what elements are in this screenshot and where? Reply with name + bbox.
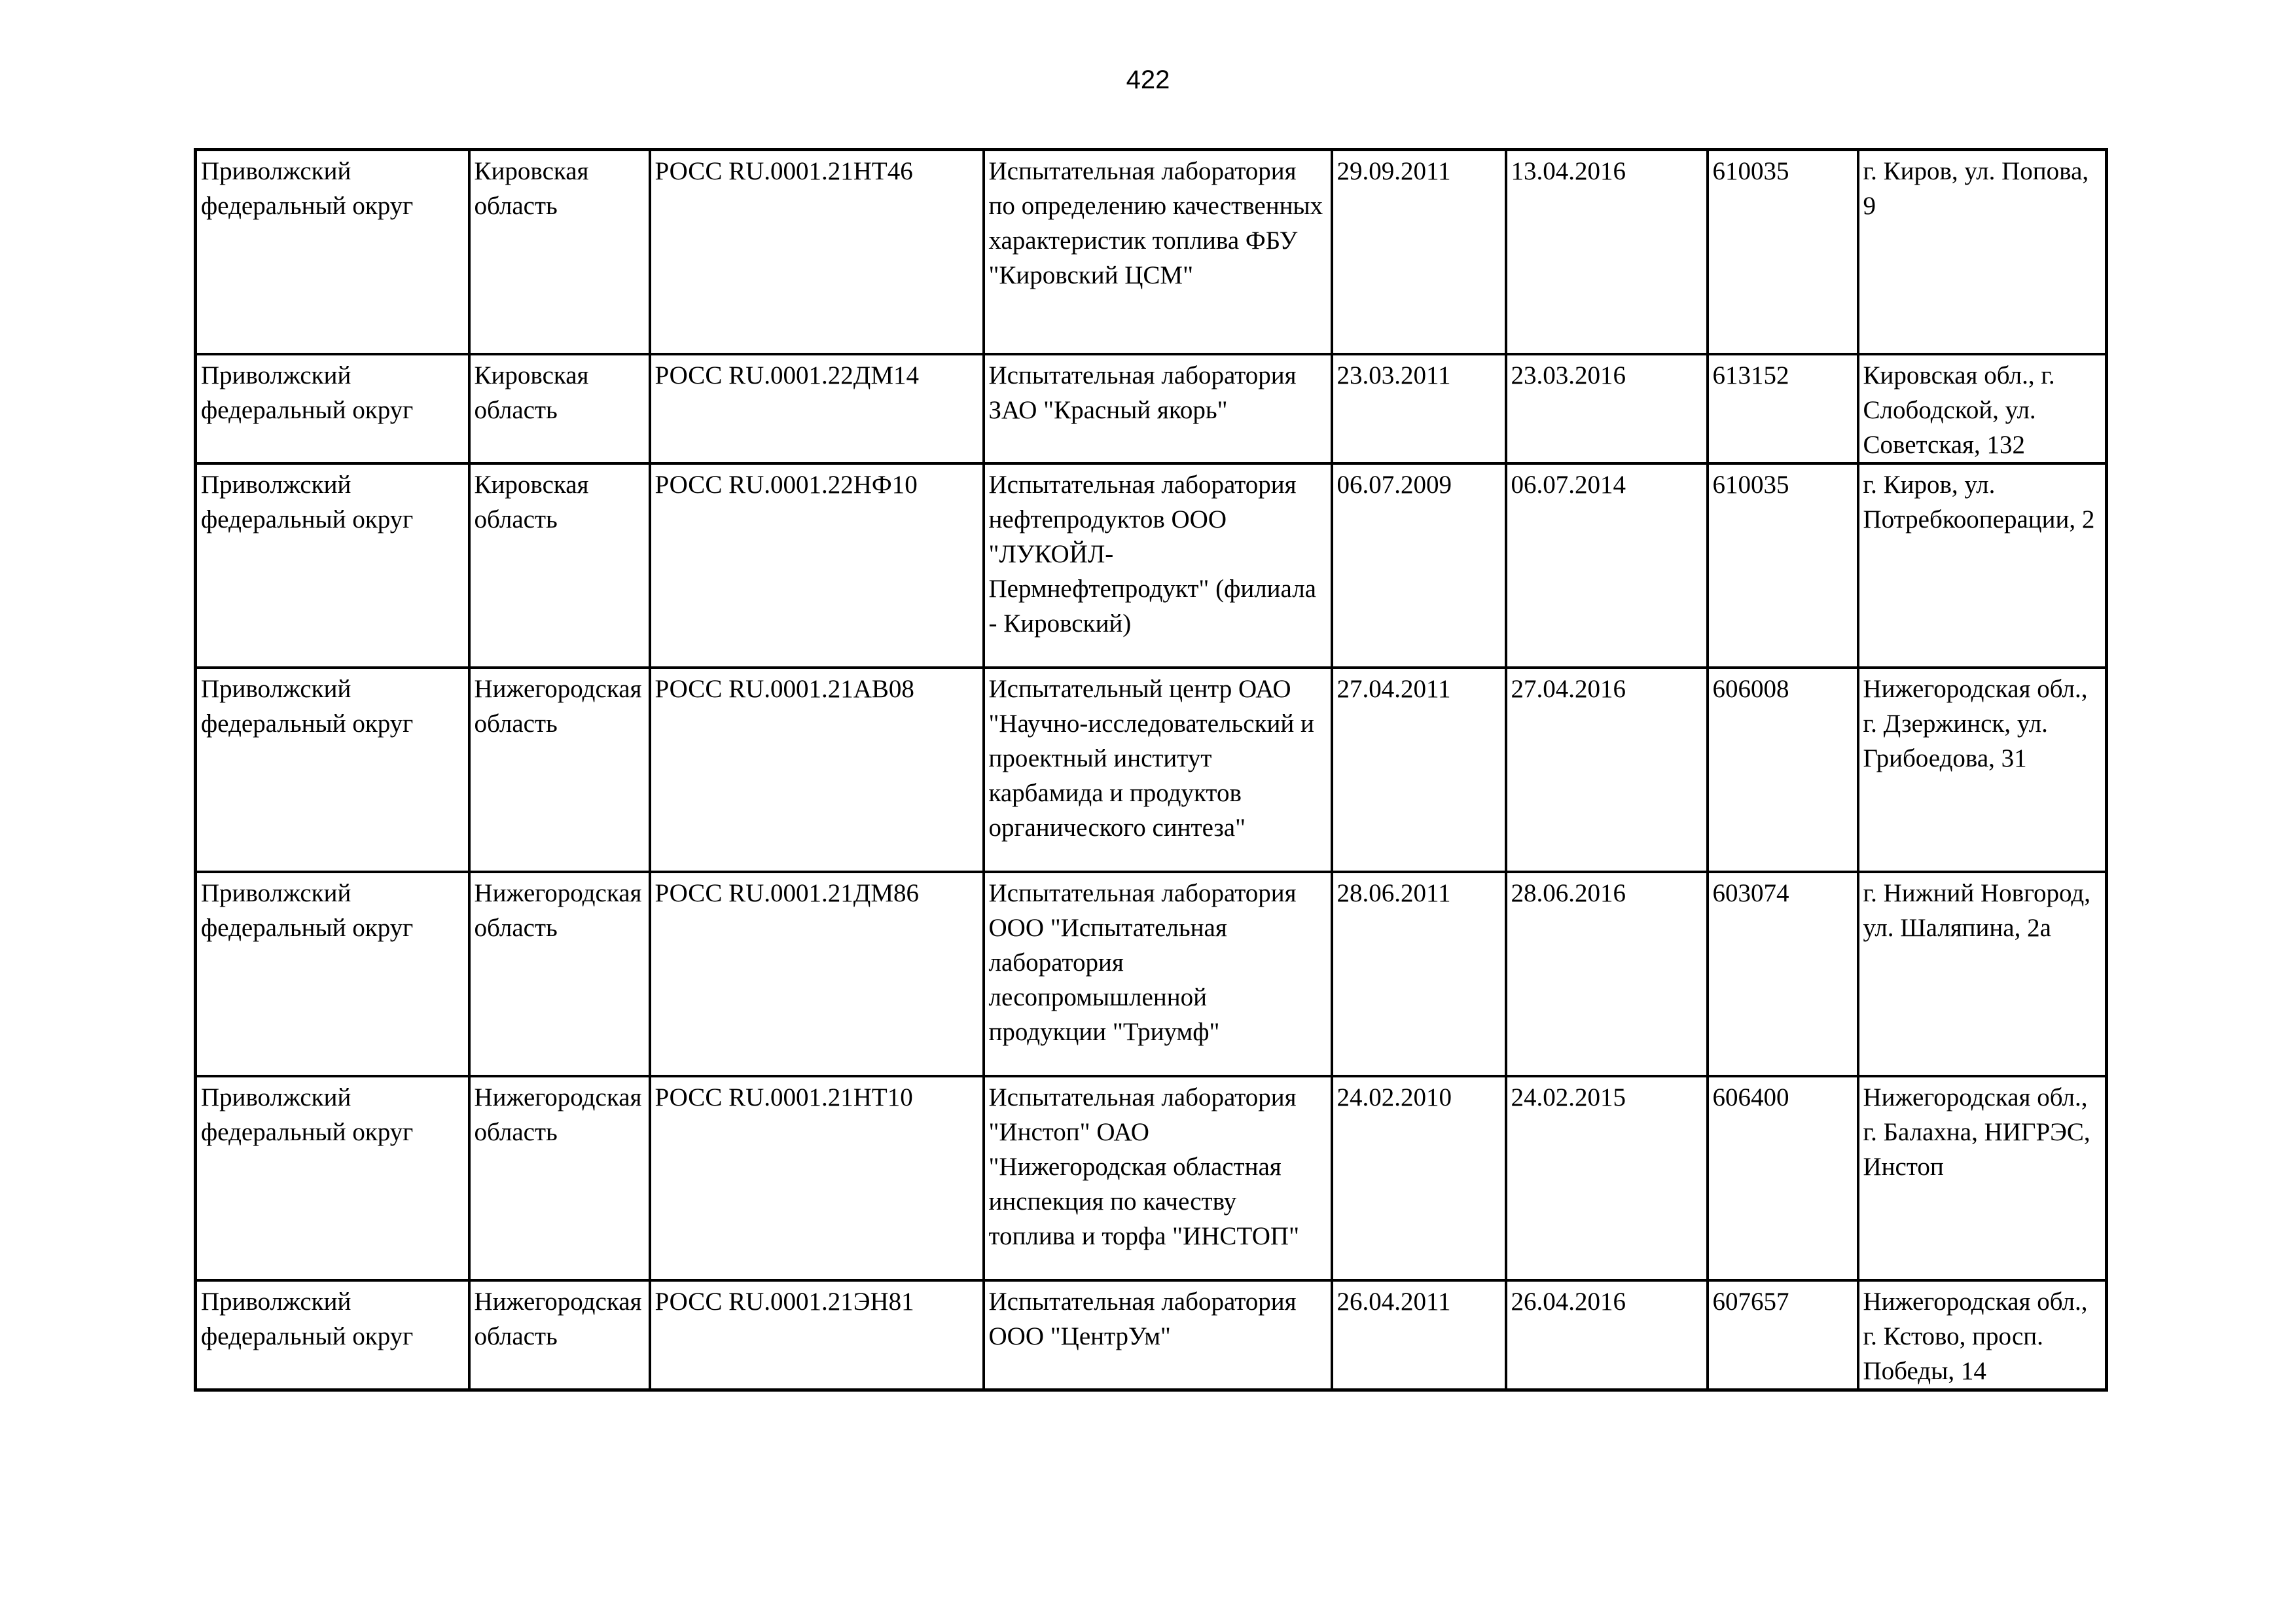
issue-date-cell: 24.02.2010 <box>1332 1076 1506 1280</box>
table-row <box>196 1280 2107 1390</box>
region-cell: Нижегородская область <box>469 1280 650 1390</box>
issue-date-cell: 06.07.2009 <box>1332 463 1506 668</box>
issue-date-cell: 26.04.2011 <box>1332 1280 1506 1390</box>
district-cell: Приволжский федеральный округ <box>196 1076 469 1280</box>
region-cell: Нижегородская область <box>469 872 650 1076</box>
issue-date-cell: 27.04.2011 <box>1332 668 1506 872</box>
expiry-date-cell: 23.03.2016 <box>1506 354 1708 463</box>
district-cell: Приволжский федеральный округ <box>196 1280 469 1390</box>
postal-code-cell: 603074 <box>1708 872 1858 1076</box>
postal-code-cell: 606008 <box>1708 668 1858 872</box>
address-cell: Нижегородская обл., г. Дзержинск, ул. Грибоедова, 31 <box>1858 668 2107 872</box>
table-row <box>196 354 2107 463</box>
expiry-date-cell: 24.02.2015 <box>1506 1076 1708 1280</box>
table-row <box>196 872 2107 1076</box>
certificate-number-cell: РОСС RU.0001.22ДМ14 <box>650 354 984 463</box>
page-number: 422 <box>1126 65 1170 94</box>
laboratory-name-cell: Испытательная лаборатория по определению качественных характеристик топлива ФБУ "Кировский ЦСМ" <box>984 150 1332 355</box>
expiry-date-cell: 27.04.2016 <box>1506 668 1708 872</box>
laboratory-name-cell: Испытательная лаборатория ЗАО "Красный якорь" <box>984 354 1332 463</box>
address-cell: Кировская обл., г. Слободской, ул. Советская, 132 <box>1858 354 2107 463</box>
certificate-number-cell: РОСС RU.0001.21НТ10 <box>650 1076 984 1280</box>
laboratory-name-cell: Испытательная лаборатория "Инстоп" ОАО "Нижегородская областная инспекция по качеству топлива и торфа "ИНСТОП" <box>984 1076 1332 1280</box>
district-cell: Приволжский федеральный округ <box>196 354 469 463</box>
postal-code-cell: 610035 <box>1708 463 1858 668</box>
laboratory-name-cell: Испытательная лаборатория нефтепродуктов ООО "ЛУКОЙЛ-Пермнефтепродукт" (филиала - Кировский) <box>984 463 1332 668</box>
district-cell: Приволжский федеральный округ <box>196 150 469 355</box>
region-cell: Кировская область <box>469 150 650 355</box>
issue-date-cell: 23.03.2011 <box>1332 354 1506 463</box>
district-cell: Приволжский федеральный округ <box>196 463 469 668</box>
issue-date-cell: 29.09.2011 <box>1332 150 1506 355</box>
district-cell: Приволжский федеральный округ <box>196 872 469 1076</box>
region-cell: Нижегородская область <box>469 1076 650 1280</box>
address-cell: г. Киров, ул. Попова, 9 <box>1858 150 2107 355</box>
region-cell: Нижегородская область <box>469 668 650 872</box>
table-body <box>196 150 2107 1390</box>
expiry-date-cell: 26.04.2016 <box>1506 1280 1708 1390</box>
registry-table <box>194 148 2108 1392</box>
postal-code-cell: 606400 <box>1708 1076 1858 1280</box>
table-row <box>196 150 2107 355</box>
region-cell: Кировская область <box>469 354 650 463</box>
postal-code-cell: 607657 <box>1708 1280 1858 1390</box>
expiry-date-cell: 28.06.2016 <box>1506 872 1708 1076</box>
table-row <box>196 1076 2107 1280</box>
expiry-date-cell: 06.07.2014 <box>1506 463 1708 668</box>
certificate-number-cell: РОСС RU.0001.22НФ10 <box>650 463 984 668</box>
postal-code-cell: 610035 <box>1708 150 1858 355</box>
laboratory-name-cell: Испытательная лаборатория ООО "ЦентрУм" <box>984 1280 1332 1390</box>
district-cell: Приволжский федеральный округ <box>196 668 469 872</box>
table-row <box>196 463 2107 668</box>
table-row <box>196 668 2107 872</box>
address-cell: г. Киров, ул. Потребкооперации, 2 <box>1858 463 2107 668</box>
certificate-number-cell: РОСС RU.0001.21НТ46 <box>650 150 984 355</box>
certificate-number-cell: РОСС RU.0001.21ДМ86 <box>650 872 984 1076</box>
certificate-number-cell: РОСС RU.0001.21ЭН81 <box>650 1280 984 1390</box>
region-cell: Кировская область <box>469 463 650 668</box>
address-cell: Нижегородская обл., г. Кстово, просп. Победы, 14 <box>1858 1280 2107 1390</box>
address-cell: г. Нижний Новгород, ул. Шаляпина, 2а <box>1858 872 2107 1076</box>
laboratory-name-cell: Испытательная лаборатория ООО "Испытательная лаборатория лесопромышленной продукции "Триумф" <box>984 872 1332 1076</box>
expiry-date-cell: 13.04.2016 <box>1506 150 1708 355</box>
certificate-number-cell: РОСС RU.0001.21АВ08 <box>650 668 984 872</box>
laboratory-name-cell: Испытательный центр ОАО "Научно-исследовательский и проектный институт карбамида и продуктов органического синтеза" <box>984 668 1332 872</box>
postal-code-cell: 613152 <box>1708 354 1858 463</box>
address-cell: Нижегородская обл., г. Балахна, НИГРЭС, Инстоп <box>1858 1076 2107 1280</box>
issue-date-cell: 28.06.2011 <box>1332 872 1506 1076</box>
